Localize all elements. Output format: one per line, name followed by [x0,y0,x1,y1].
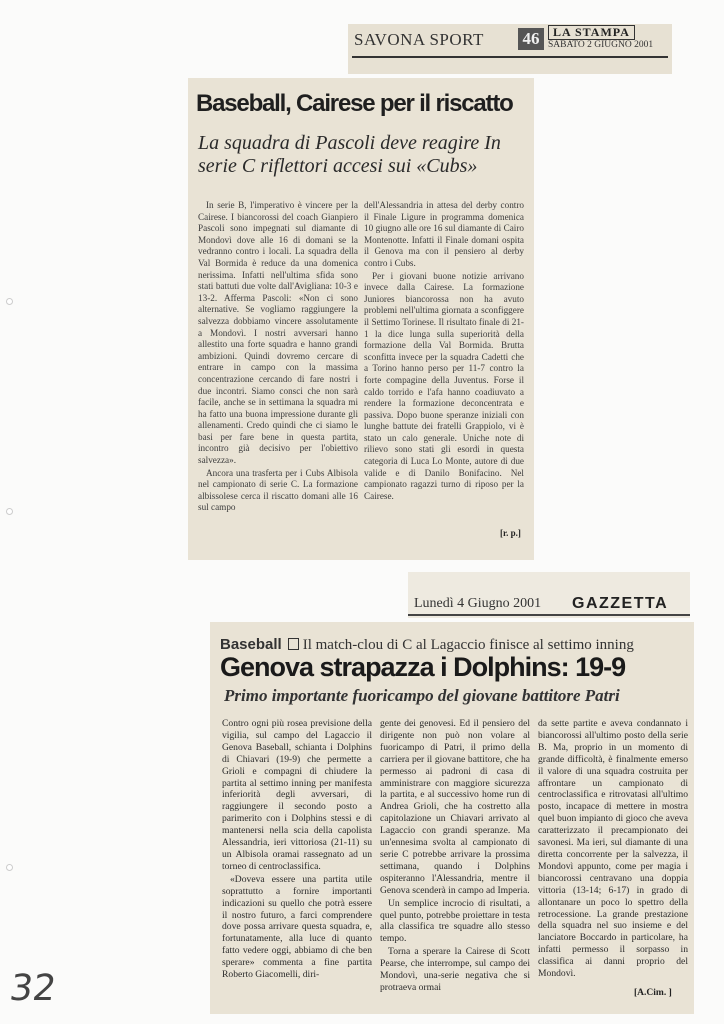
paragraph: gente dei genovesi. Ed il pensiero del dirigente non può non volare al fuoricampo di Patri, il primo della carriera per il giovane battitore, che ha permesso ai padroni di casa di amministrare con maggiore sicurezza la partita, e al successivo home run di Andrea Grioli, che ha costretto alla capitolazione un Chiavari arrivato al Lagaccio con grandi speranze. Ma un'ennesima svolta al campionato di serie C potrebbe arrivare la prossima settimana, quando i Dolphins ospiteranno l'Alessandria, mentre il Genova scenderà in campo ad Imperia. [380,718,530,896]
paragraph: Torna a sperare la Cairese di Scott Pearse, che interrompe, sul campo dei Mondovì, una-serie negativa che si protraeva ormai [380,946,530,993]
article2-subheadline: Primo importante fuoricampo del giovane battitore Patri [224,686,620,705]
article2-signature: [A.Cim. ] [634,988,672,998]
punch-hole [6,298,13,305]
box-icon [288,638,299,650]
section-name: SAVONA SPORT [354,30,484,49]
kicker-section: Baseball [220,636,282,653]
article2-header [408,572,690,618]
paragraph: Un semplice incrocio di risultati, a quel punto, potrebbe proiettare in testa alla classifica tre squadre allo stesso tempo. [380,897,530,945]
article1-column-2 [364,200,524,503]
publication-date: Lunedì 4 Giugno 2001 [414,596,542,611]
newspaper-name: LA STAMPA [548,25,635,40]
article2-column-3 [538,718,688,981]
header-rule [352,56,668,58]
article2-headline: Genova strapazza i Dolphins: 19-9 [220,652,626,682]
handwritten-page-number: 32 [7,968,59,1009]
punch-hole [6,508,13,515]
paragraph: da sette partite e aveva condannato i biancorossi all'ultimo posto della serie B. Ma, proprio in un momento di grande difficoltà, è finalmente emerso il valore di una squadra costruita per affrontare un campionato di centroclassifica e ritrovatasi all'ultimo posto, incapace di mettere in mostra quel buon impianto di gioco che aveva caratterizzato il precampionato dei savonesi. Ma ieri, sul diamante di una diretta concorrente per la salvezza, il Mondovì appunto, come per magia i biancorossi centravano una doppia vittoria (13-14; 6-17) in grado di allontanare un poco lo spettro della retrocessione. La grande prestazione della squadra nel suo insieme e del lanciatore Boccardo in particolare, ha infatti permesso il sorpasso in classifica ai danni proprio del Mondovì. [538,718,688,980]
article1-headline: Baseball, Cairese per il riscatto [196,90,513,117]
kicker-text: Il match-clou di C al Lagaccio finisce al settimo inning [302,637,634,653]
paragraph: Contro ogni più rosea previsione della vigilia, sul campo del Lagaccio il Genova Baseball, schianta i Dolphins di Chiavari (19-9) che permette a Grioli e compagni di chiudere la partita al settimo inning per manifesta inferiorità degli avversari, di raggiungere il secondo posto a parimerito con i Dolphins stessi e di mantenersi nella scia della capolista Alessandria, ieri vittoriosa (21-11) su un Albisola oramai rassegnato ad un torneo di centroclassifica. [222,718,372,872]
paragraph: Ancora una trasferta per i Cubs Albisola nel campionato di serie C. La formazione albissolese cerca il riscatto domani alle 16 sul campo [198,467,358,513]
article2-column-1 [222,718,372,982]
article2-column-2 [380,718,530,995]
header-rule [408,614,690,616]
paragraph: dell'Alessandria in attesa del derby contro il Finale Ligure in programma domenica 10 giugno alle ore 16 sul diamante di Cairo Montenotte. Infatti il Finale domani ospita il Genova ma con il pensiero al derby contro i Cubs. [364,200,524,268]
paragraph: Per i giovani buone notizie arrivano invece dalla Cairese. La formazione Juniores biancorossa non ha avuto problemi nell'ultima giornata a sconfiggere il Settimo Torinese. Il risultato finale di 21-1 la dice lunga sulla superiorità della formazione della Val Bormida. Brutta sconfitta invece per la squadra Cadetti che a Torino hanno perso per 11-7 contro la forte compagine della Juventus. Forse il caldo torrido e l'afa hanno coadiuvato a rendere la formazione deconcentrata e passiva. Dopo buone speranze iniziali con lunghe battute dei fratelli Grappiolo, vi è stato un calo generale. Uniche note di rilievo sono stati gli esordi in questa categoria di Luca Lo Monte, autore di due valide e di Danilo Bonifacino. Nel campionato ragazzi turno di riposo per la Cairese. [364,270,524,501]
article1-header [348,24,672,74]
article2-clipping [210,622,694,1014]
paragraph: In serie B, l'imperativo è vincere per la Cairese. I biancorossi del coach Gianpiero Pascoli sono impegnati sul diamante di Mondovì dove alle 16 di domani se la vedranno contro i locali. La squadra della Val Bormida è reduce da una domenica nerissima. Infatti nell'ultima sfida sono stati battuti due volte dall'Avigliana: 10-3 e 13-2. Afferma Pascoli: «Non ci sono alternative. Se vogliamo raggiungere la salvezza dobbiamo vincere assolutamente a Mondovì. I nostri avversari hanno allestito una forte squadra e hanno grandi ambizioni. Quindi dovremo cercare di entrare in campo con la massima concentrazione cercando di fare nostri i due incontri. Siamo consci che non sarà facile, anche se in settimana la squadra mi ha fatto una buona impressione durante gli allenamenti. Credo quindi che ci siamo le basi per fare bene in questa partita, incontro già decisivo per l'obiettivo salvezza». [198,200,358,466]
page-number-badge: 46 [518,28,544,50]
newspaper-name: GAZZETTA [572,595,669,612]
paragraph: «Doveva essere una partita utile soprattutto a fornire importanti indicazioni su quello che potrà essere il nostro futuro, a farci comprendere dove possa arrivare questa squadra, e, fortunatamente, alla luce di quanto fatto vedere oggi, abbiamo di che ben sperare» commenta a fine partita Roberto Giacomelli, diri- [222,873,372,981]
punch-hole [6,864,13,871]
article1-column-1 [198,200,358,515]
article1-clipping [188,78,534,560]
article1-signature: [r. p.] [500,528,521,538]
article1-subheadline: La squadra di Pascoli deve reagire In serie C riflettori accesi sui «Cubs» [198,132,501,177]
publication-date: SABATO 2 GIUGNO 2001 [548,40,654,50]
